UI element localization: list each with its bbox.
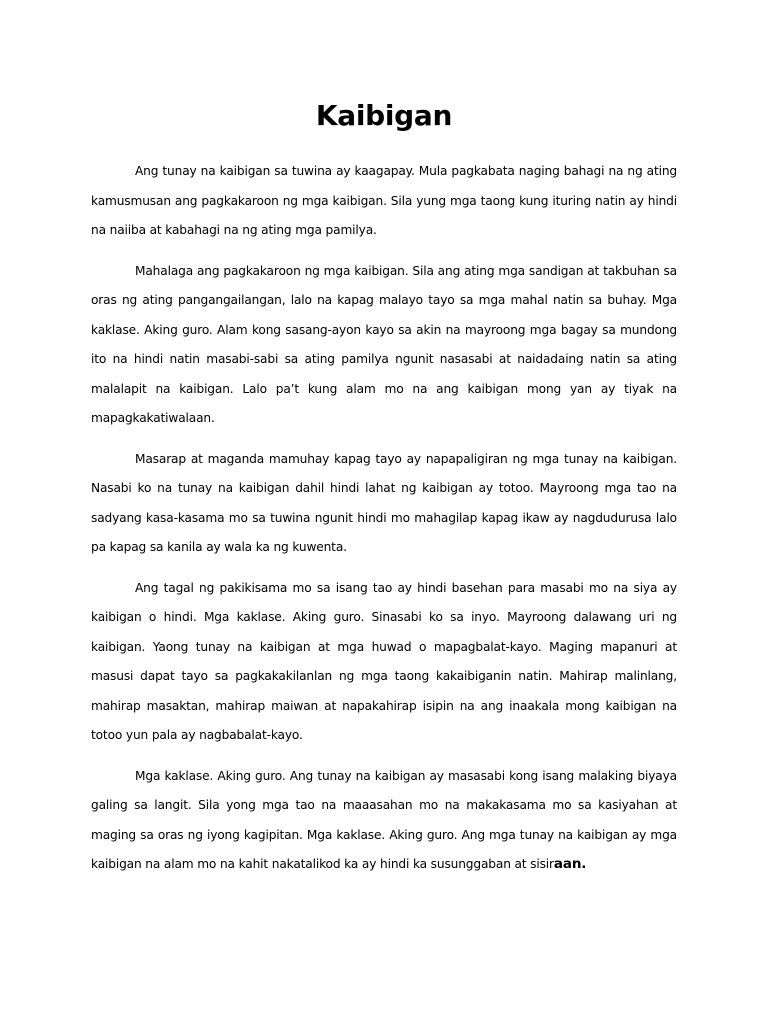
paragraph-5-tail: aan.: [553, 856, 587, 872]
paragraph-5: [91, 762, 677, 880]
paragraph-3: Masarap at maganda mamuhay kapag tayo ay napapaligiran ng mga tunay na kaibigan. Nasabi ko na tunay na kaibigan dahil hindi lahat ng kaibigan ay totoo. Mayroong mga tao na sadyang kasa-kasama mo sa tuwina ngunit hindi mo mahagilap kapag ikaw ay nagdudurusa lalo pa kapag sa kanila ay wala ka ng kuwenta.: [91, 451, 677, 554]
paragraph-2: Mahalaga ang pagkakaroon ng mga kaibigan. Sila ang ating mga sandigan at takbuhan sa oras ng ating pangangailangan, lalo na kapag malayo tayo sa mga mahal natin sa buhay. Mga kaklase. Aking guro. Alam kong sasang-ayon kayo sa akin na mayroong mga bagay sa mundong ito na hindi natin masabi-sabi sa ating pamilya ngunit nasasabi at naidadaing natin sa ating malalapit na kaibigan. Lalo pa’t kung alam mo na ang kaibigan mong yan ay tiyak na mapagkakatiwalaan.: [91, 263, 677, 425]
paragraph-4: Ang tagal ng pakikisama mo sa isang tao ay hindi basehan para masabi mo na siya ay kaibigan o hindi. Mga kaklase. Aking guro. Sinasabi ko sa inyo. Mayroong dalawang uri ng kaibigan. Yaong tunay na kaibigan at mga huwad o mapagbalat-kayo. Maging mapanuri at masusi dapat tayo sa pagkakakilanlan ng mga taong kakaibiganin natin. Mahirap malinlang, mahirap masaktan, mahirap maiwan at napakahirap isipin na ang inaakala mong kaibigan na totoo yun pala ay nagbabalat-kayo.: [91, 580, 677, 742]
paragraph-1: Ang tunay na kaibigan sa tuwina ay kaagapay. Mula pagkabata naging bahagi na ng ating kamusmusan ang pagkakaroon ng mga kaibigan. Sila yung mga taong kung ituring natin ay hindi na naiiba at kabahagi na ng ating mga pamilya.: [91, 164, 677, 237]
document-body: [91, 157, 677, 891]
paragraph-5-text: Mga kaklase. Aking guro. Ang tunay na kaibigan ay masasabi kong isang malaking biyaya galing sa langit. Sila yong mga tao na maaasahan mo na makakasama mo sa kasiyahan at maging sa oras ng iyong kagipitan. Mga kaklase. Aking guro. Ang mga tunay na kaibigan ay mga kaibigan na alam mo na kahit nakatalikod ka ay hindi ka susunggaban at sisir: [91, 768, 677, 871]
document-title: Kaibigan: [315, 99, 453, 132]
